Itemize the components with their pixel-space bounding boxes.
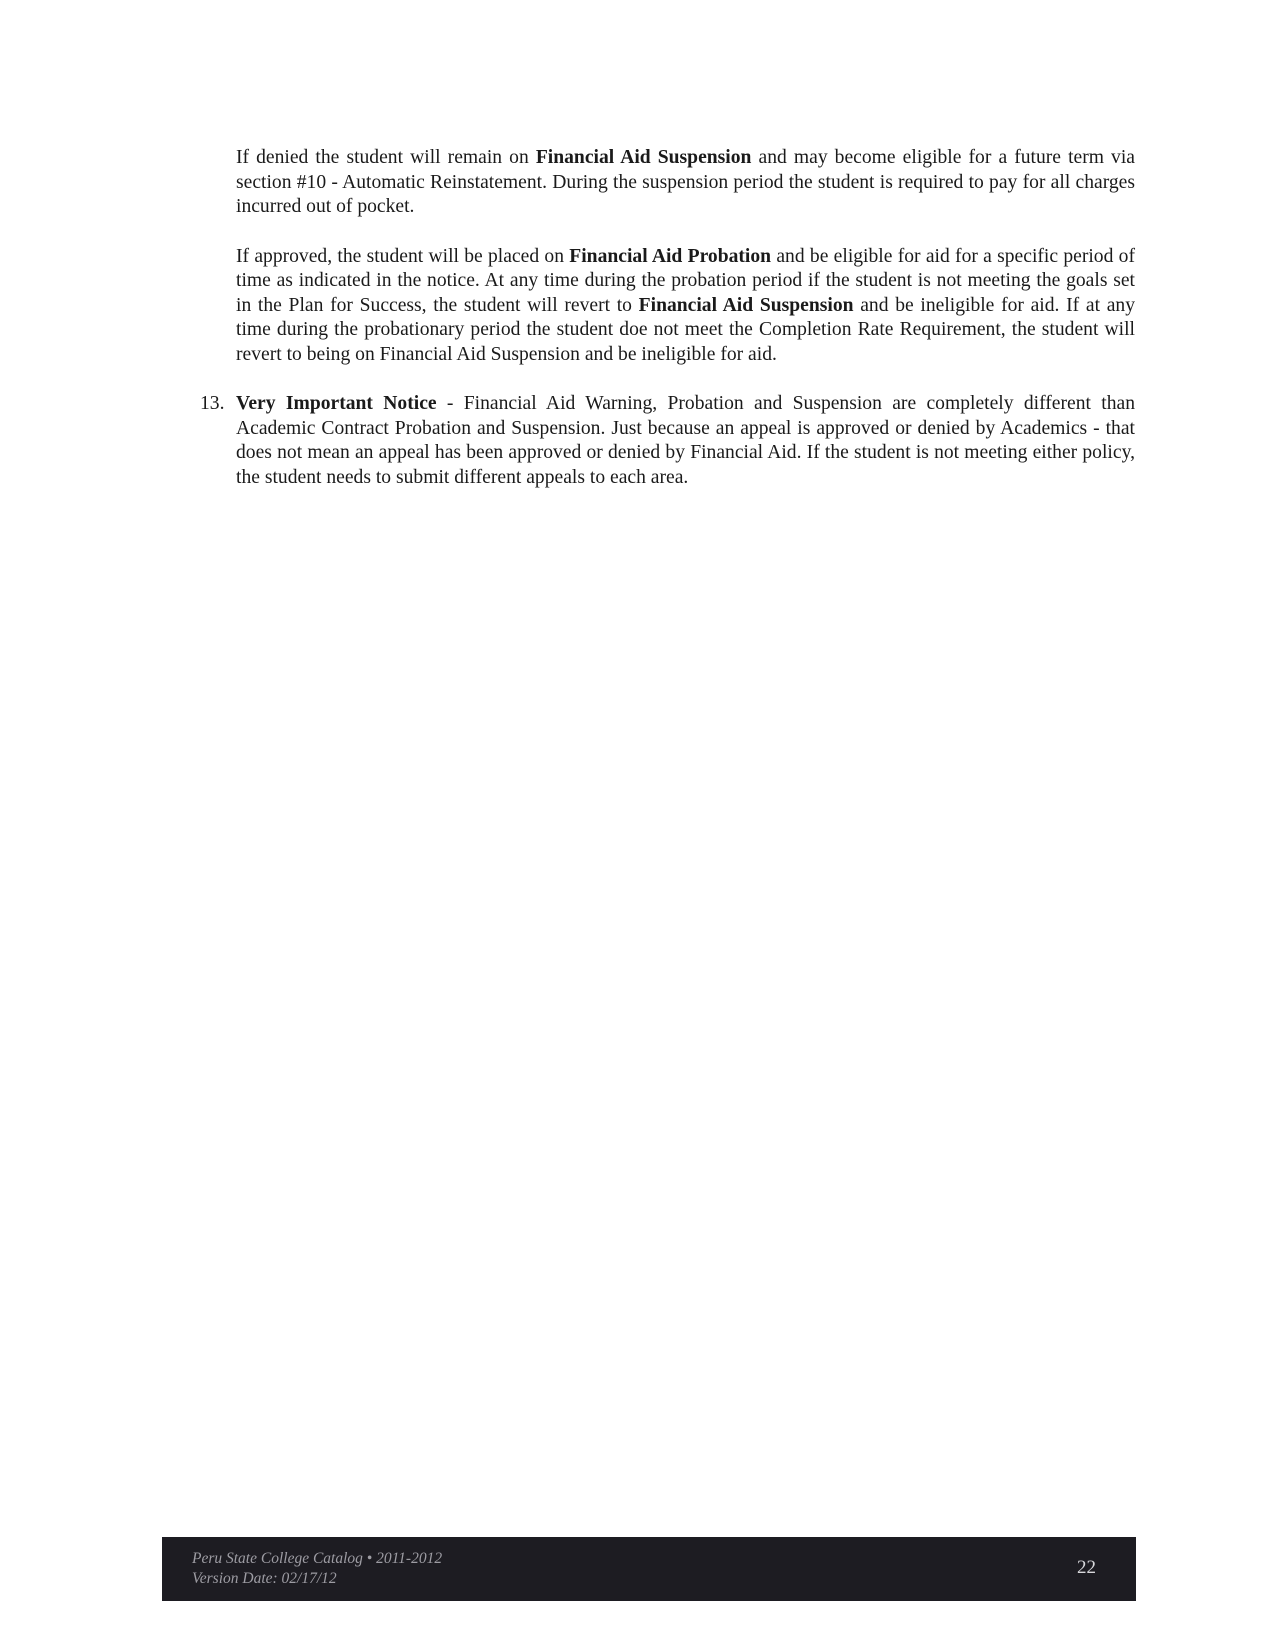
list-number: 13. <box>200 393 225 414</box>
text: and may become eligible for a future term via section #10 - Automatic Reinstatement. During the suspension period the student is required to pay for all charges incurred out of pocket. <box>236 147 1135 217</box>
bold-term: Financial Aid Suspension <box>638 294 854 316</box>
page-body <box>200 146 1135 490</box>
bold-term: Financial Aid Suspension <box>535 147 752 168</box>
bold-term: Very Important Notice <box>236 393 437 414</box>
text: and be ineligible for aid. If at any time during the probationary period the student doe not meet the Completion Rate Requirement, the student will revert to being on Financial Aid Suspension and be ineligible for aid. <box>236 294 1136 365</box>
text: If approved, the student will be placed on <box>236 245 570 267</box>
list-item-13 <box>200 392 1135 490</box>
paragraph-approved <box>236 245 1135 368</box>
text: and be eligible for aid for a specific period of time as indicated in the notice. At any time during the probation period if the student is not meeting the goals set in the Plan for Success, the student will revert to <box>236 245 1135 316</box>
text: If denied the student will remain on <box>236 147 536 168</box>
page-footer <box>162 1537 1136 1601</box>
bold-term: Financial Aid Probation <box>569 245 772 267</box>
footer-version-date: Version Date: 02/17/12 <box>192 1570 337 1587</box>
text: - Financial Aid Warning, Probation and Suspension are completely different than Academic Contract Probation and Suspension. Just because an appeal is approved or denied by Academics - that does not mean an appeal has been approved or denied by Financial Aid. If the student is not meeting either policy, the student needs to submit different appeals to each area. <box>236 393 1135 488</box>
footer-info <box>192 1549 442 1589</box>
footer-catalog-title: Peru State College Catalog • 2011-2012 <box>192 1550 443 1567</box>
page-number: 22 <box>1077 1557 1096 1578</box>
paragraph-denied <box>236 146 1135 220</box>
